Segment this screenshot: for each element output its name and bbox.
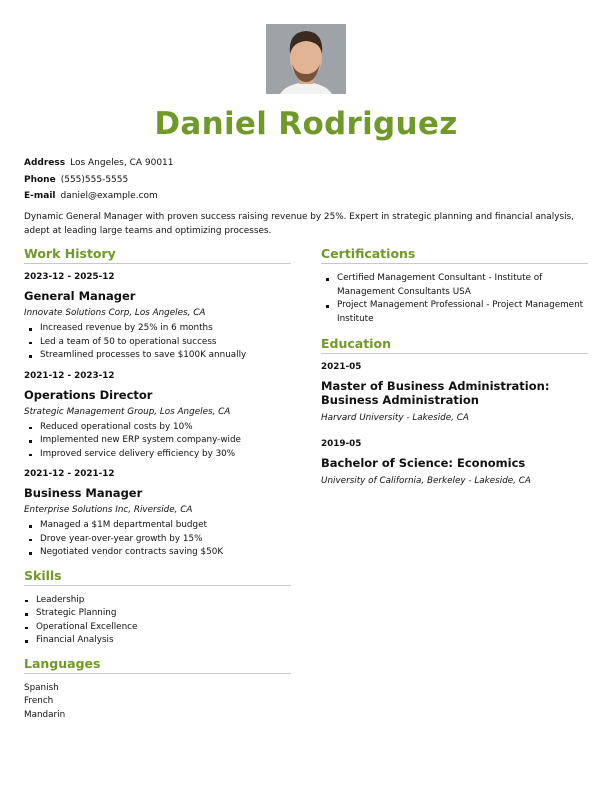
- education-date: 2021-05: [321, 362, 362, 372]
- skills-list: [24, 594, 291, 648]
- job-title: General Manager: [24, 289, 136, 303]
- certifications-list: [321, 272, 588, 326]
- job-dates: 2021-12 - 2023-12: [24, 370, 115, 381]
- certification-item: Project Management Professional - Project Management Institute: [321, 299, 588, 326]
- education-list: [321, 362, 588, 486]
- certifications-heading: Certifications: [321, 246, 588, 264]
- candidate-name: Daniel Rodriguez: [154, 106, 458, 142]
- job-dates: 2021-12 - 2021-12: [24, 469, 115, 479]
- contact-phone: Phone (555)555-5555: [24, 174, 129, 185]
- job-title: Business Manager: [24, 486, 143, 500]
- job-bullet: Reduced operational costs by 10%: [24, 421, 291, 435]
- skill-item: Financial Analysis: [24, 634, 291, 648]
- contact-info: [24, 155, 174, 205]
- education-degree: Master of Business Administration: Business Administration: [321, 379, 550, 407]
- job-bullet: Managed a $1M departmental budget: [24, 519, 291, 533]
- job-company: Innovate Solutions Corp, Los Angeles, CA: [24, 308, 206, 318]
- work-history-heading: Work History: [24, 246, 291, 264]
- left-column: [24, 246, 291, 722]
- job-title: Operations Director: [24, 387, 153, 402]
- job-bullet: Implemented new ERP system company-wide: [24, 434, 291, 448]
- job-bullets: [24, 421, 291, 462]
- education-school: Harvard University - Lakeside, CA: [321, 413, 469, 423]
- right-column: [321, 246, 588, 502]
- job-bullet: Improved service delivery efficiency by 30%: [24, 448, 291, 462]
- language-item: Mandarin: [24, 709, 66, 720]
- languages-heading: Languages: [24, 656, 291, 674]
- job-bullet: Streamlined processes to save $100K annually: [24, 349, 291, 363]
- certification-item: Certified Management Consultant - Institute of Management Consultants USA: [321, 272, 588, 299]
- job-company: Strategic Management Group, Los Angeles, CA: [24, 406, 231, 417]
- profile-photo: [266, 24, 346, 94]
- languages-list: [24, 682, 291, 723]
- skill-item: Leadership: [24, 594, 291, 608]
- contact-address: Address Los Angeles, CA 90011: [24, 158, 174, 168]
- job-bullet: Led a team of 50 to operational success: [24, 336, 291, 350]
- job-list: [24, 272, 291, 560]
- job-company: Enterprise Solutions Inc, Riverside, CA: [24, 505, 193, 515]
- education-degree: Bachelor of Science: Economics: [321, 456, 526, 470]
- job-bullets: [24, 519, 291, 560]
- skill-item: Strategic Planning: [24, 607, 291, 621]
- job-bullet: Drove year-over-year growth by 15%: [24, 533, 291, 547]
- contact-email: E-mail daniel@example.com: [24, 191, 158, 201]
- job-bullets: [24, 322, 291, 363]
- education-heading: Education: [321, 336, 588, 354]
- job-dates: 2023-12 - 2025-12: [24, 272, 115, 282]
- education-date: 2019-05: [321, 439, 362, 449]
- summary: Dynamic General Manager with proven success raising revenue by 25%. Expert in strategic planning and financial analysis, adept at leading large teams and optimizing processes.: [24, 212, 574, 236]
- language-item: Spanish: [24, 682, 59, 693]
- job-bullet: Negotiated vendor contracts saving $50K: [24, 546, 291, 560]
- language-item: French: [24, 696, 54, 706]
- skills-heading: Skills: [24, 568, 291, 586]
- job-bullet: Increased revenue by 25% in 6 months: [24, 322, 291, 336]
- skill-item: Operational Excellence: [24, 621, 291, 635]
- education-school: University of California, Berkeley - Lakeside, CA: [321, 476, 531, 486]
